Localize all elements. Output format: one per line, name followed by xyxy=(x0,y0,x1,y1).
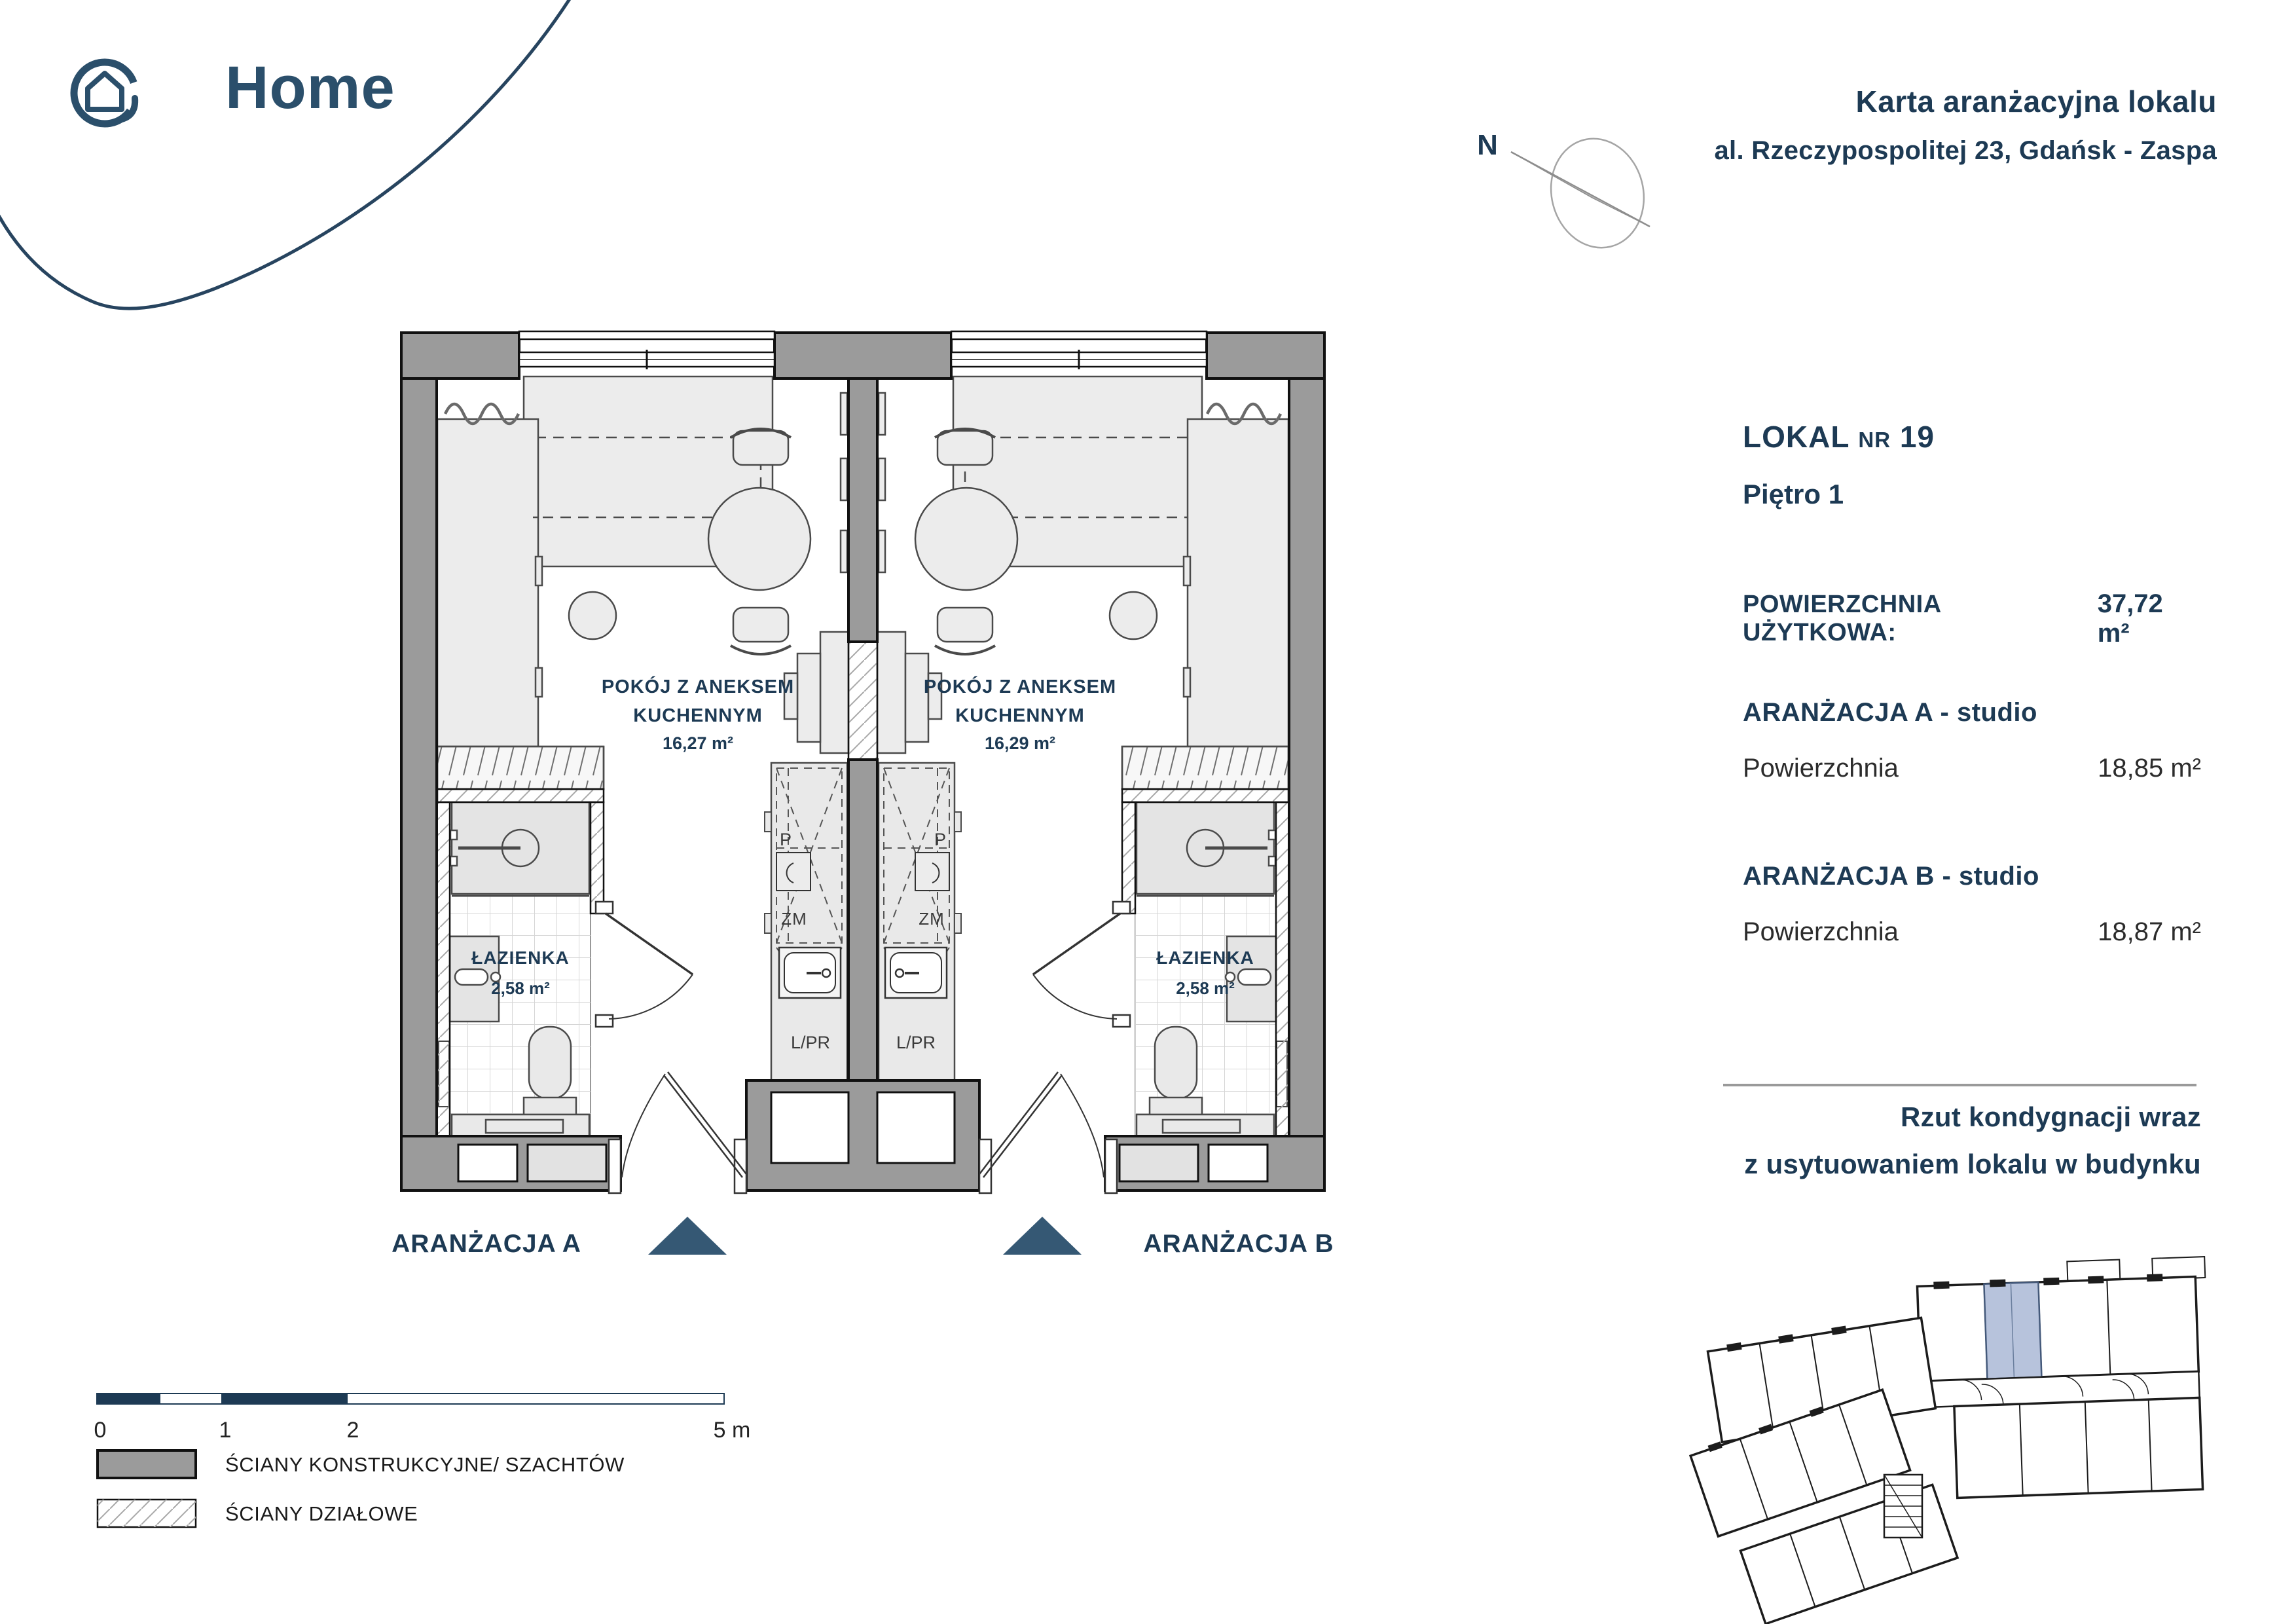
header-address: al. Rzeczypospolitej 23, Gdańsk - Zaspa xyxy=(1714,136,2217,165)
legend-partition-label: ŚCIANY DZIAŁOWE xyxy=(225,1502,418,1525)
floor-plan xyxy=(392,331,1334,1258)
arrangement-a-area-value: 18,85 m² xyxy=(2098,754,2201,783)
scale-tick-5: 5 m xyxy=(713,1418,751,1443)
bathroom-b-label: ŁAZIENKA xyxy=(1156,948,1254,968)
furniture-unit-b xyxy=(877,377,1288,789)
location-note-line2: z usytuowaniem lokalu w budynku xyxy=(1744,1149,2201,1179)
usable-area-value: 37,72 m² xyxy=(2097,589,2163,648)
kitchen-a-p-label: P xyxy=(779,830,792,849)
arrangement-a-area-row xyxy=(1743,754,2201,783)
legend-structural-label: ŚCIANY KONSTRUKCYJNE/ SZACHTÓW xyxy=(225,1453,625,1476)
room-b-area: 16,29 m² xyxy=(984,733,1056,753)
compass-north-label: N xyxy=(1477,129,1498,161)
lokal-label: LOKAL xyxy=(1743,420,1850,454)
legend-structural-swatch xyxy=(98,1450,196,1478)
bathroom-door-a xyxy=(596,902,693,1027)
legend-partition-swatch xyxy=(98,1500,196,1527)
kitchen-b-zm-label: ZM xyxy=(919,909,945,929)
entrance-triangle-a xyxy=(648,1217,727,1255)
entrance-door-a xyxy=(609,1072,746,1193)
room-a-area: 16,27 m² xyxy=(662,733,734,753)
caption-b: ARANŻACJA B xyxy=(1143,1230,1334,1258)
room-a-label-1: POKÓJ Z ANEKSEM xyxy=(601,676,795,697)
scale-tick-2: 2 xyxy=(346,1418,359,1443)
kitchen-b-lpr-label: L/PR xyxy=(896,1033,936,1052)
arrangement-b-area-label: Powierzchnia xyxy=(1743,917,1899,946)
stair-core xyxy=(1884,1475,1922,1538)
home-logo xyxy=(71,54,395,121)
arrangement-a-area-label: Powierzchnia xyxy=(1743,754,1899,783)
arrangement-b-area-value: 18,87 m² xyxy=(2098,917,2201,946)
lokal-nr-label: NR xyxy=(1858,428,1891,452)
usable-area-label: POWIERZCHNIA UŻYTKOWA: xyxy=(1743,591,1941,646)
bathroom-door-b xyxy=(1033,902,1130,1027)
entrance-door-b xyxy=(979,1072,1117,1193)
bathroom-a-area: 2,58 m² xyxy=(491,978,550,998)
building-mini-plan xyxy=(1689,1257,2212,1624)
page-title: Karta aranżacyjna lokalu xyxy=(1855,84,2217,119)
scale-bar xyxy=(97,1393,724,1404)
home-logo-text: Home xyxy=(225,54,395,121)
location-note-line1: Rzut kondygnacji wraz xyxy=(1900,1101,2201,1132)
room-b-label-1: POKÓJ Z ANEKSEM xyxy=(923,676,1117,697)
scale-tick-0: 0 xyxy=(94,1418,107,1443)
arrangement-b-area-row xyxy=(1743,917,2201,947)
room-b-label-2: KUCHENNYM xyxy=(955,705,1085,726)
usable-area-row xyxy=(1743,589,2201,648)
kitchen-a-lpr-label: L/PR xyxy=(790,1033,831,1052)
lokal-number-line xyxy=(1743,419,1935,454)
arrangement-b-title: ARANŻACJA B - studio xyxy=(1743,862,2039,891)
floor-label: Piętro 1 xyxy=(1743,479,1844,509)
window-a xyxy=(519,331,774,369)
arrangement-a-title: ARANŻACJA A - studio xyxy=(1743,698,2037,727)
caption-a: ARANŻACJA A xyxy=(392,1230,581,1258)
decorative-curve xyxy=(0,0,572,308)
scale-tick-1: 1 xyxy=(219,1418,232,1443)
furniture-unit-a xyxy=(437,377,848,789)
panel-separator xyxy=(1723,1084,2196,1086)
room-a-label-2: KUCHENNYM xyxy=(633,705,763,726)
kitchen-a-zm-label: ZM xyxy=(781,909,807,929)
bathroom-a-label: ŁAZIENKA xyxy=(471,948,570,968)
bathroom-b-area: 2,58 m² xyxy=(1176,978,1235,998)
kitchen-b-p-label: P xyxy=(934,830,947,849)
lokal-nr-value: 19 xyxy=(1899,420,1935,454)
location-note xyxy=(1743,1094,2201,1188)
header xyxy=(1571,84,2217,166)
window-b xyxy=(951,331,1207,369)
entrance-triangle-b xyxy=(1003,1217,1082,1255)
